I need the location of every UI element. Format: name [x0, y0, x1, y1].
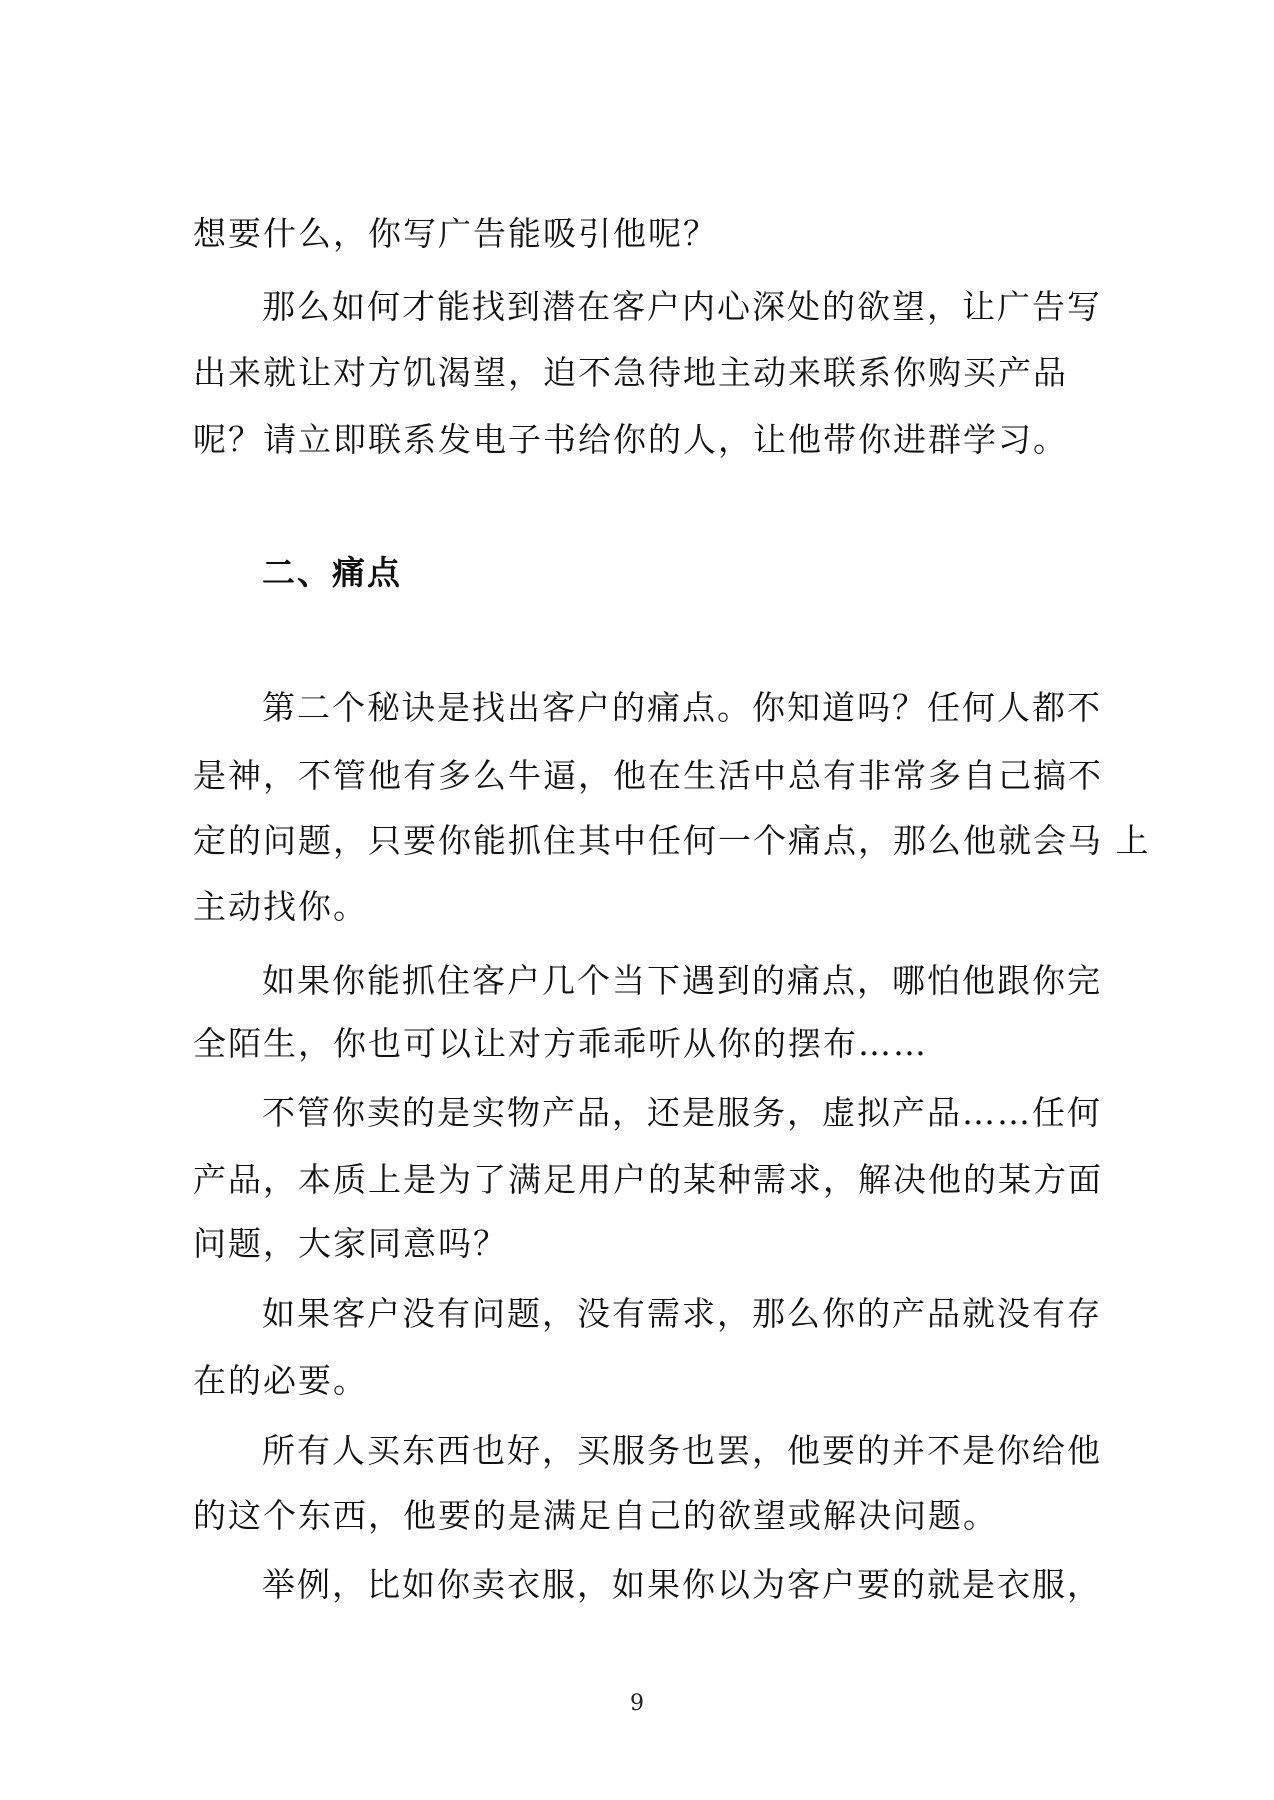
paragraph-line: 出来就让对方饥渴望，迫不急待地主动来联系你购买产品 [193, 353, 1068, 392]
paragraph-line: 问题，大家同意吗？ [193, 1224, 508, 1263]
paragraph-line: 如果你能抓住客户几个当下遇到的痛点，哪怕他跟你完 [262, 961, 1102, 1000]
paragraph-line: 在的必要。 [193, 1361, 368, 1400]
paragraph-line: 主动找你。 [193, 887, 368, 926]
section-heading: 二、痛点 [262, 553, 402, 592]
paragraph-line: 是神，不管他有多么牛逼，他在生活中总有非常多自己搞不 [193, 756, 1103, 795]
paragraph-line: 呢？请立即联系发电子书给你的人，让他带你进群学习。 [193, 420, 1068, 459]
paragraph-line: 的这个东西，他要的是满足自己的欲望或解决问题。 [193, 1496, 998, 1535]
paragraph-line: 所有人买东西也好，买服务也罢，他要的并不是你给他 [262, 1431, 1102, 1470]
paragraph-line: 产品，本质上是为了满足用户的某种需求，解决他的某方面 [193, 1160, 1103, 1199]
page-number: 9 [630, 1691, 644, 1716]
paragraph-line: 如果客户没有问题，没有需求，那么你的产品就没有存 [262, 1294, 1102, 1333]
paragraph-line: 想要什么，你写广告能吸引他呢？ [193, 214, 718, 253]
paragraph-line: 全陌生，你也可以让对方乖乖听从你的摆布…… [193, 1024, 928, 1063]
paragraph-line: 第二个秘诀是找出客户的痛点。你知道吗？任何人都不 [262, 688, 1102, 727]
paragraph-line: 不管你卖的是实物产品，还是服务，虚拟产品……任何 [262, 1093, 1102, 1132]
paragraph-line: 举例，比如你卖衣服，如果你以为客户要的就是衣服， [262, 1565, 1102, 1604]
paragraph-line: 那么如何才能找到潜在客户内心深处的欲望，让广告写 [262, 287, 1102, 326]
paragraph-line: 定的问题，只要你能抓住其中任何一个痛点，那么他就会马 上 [193, 821, 1151, 860]
